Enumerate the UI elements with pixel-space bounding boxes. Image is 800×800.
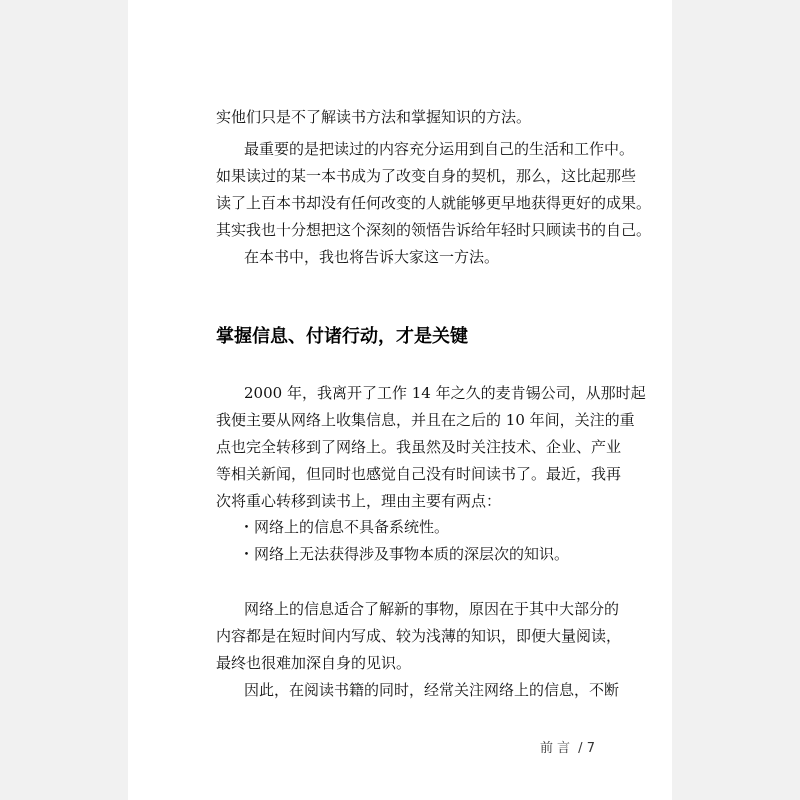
paragraph-1-line-1: 实他们只是不了解读书方法和掌握知识的方法。 <box>216 108 532 126</box>
footer-separator: / <box>578 741 583 756</box>
running-header-section: 前言 <box>540 741 575 756</box>
paragraph-6-line-1: 因此，在阅读书籍的同时，经常关注网络上的信息，不断 <box>244 681 620 699</box>
paragraph-2-line-1: 最重要的是把读过的内容充分运用到自己的生活和工作中。 <box>244 140 635 158</box>
paragraph-5-line-2: 内容都是在短时间内写成、较为浅薄的知识，即便大量阅读， <box>216 627 622 645</box>
paragraph-5-line-3: 最终也很难加深自身的见识。 <box>216 654 412 672</box>
page-footer <box>540 737 595 756</box>
paragraph-4-line-2: 我便主要从网络上收集信息，并且在之后的 10 年间，关注的重 <box>216 411 635 429</box>
paragraph-4-line-5: 次将重心转移到读书上，理由主要有两点： <box>216 492 502 510</box>
section-heading: 掌握信息、付诸行动，才是关键 <box>216 326 468 347</box>
paragraph-2-line-2: 如果读过的某一本书成为了改变自身的契机，那么，这比起那些 <box>216 167 637 185</box>
page-number: 7 <box>586 741 595 756</box>
book-page <box>128 0 672 800</box>
paragraph-5-line-1: 网络上的信息适合了解新的事物，原因在于其中大部分的 <box>244 600 620 618</box>
bullet-item: ・网络上的信息不具备系统性。 <box>239 518 450 536</box>
bullet-item: ・网络上无法获得涉及事物本质的深层次的知识。 <box>239 545 570 563</box>
paragraph-2-line-4: 其实我也十分想把这个深刻的领悟告诉给年轻时只顾读书的自己。 <box>216 221 652 239</box>
paragraph-3-line-1: 在本书中，我也将告诉大家这一方法。 <box>244 248 500 266</box>
paragraph-4-line-4: 等相关新闻，但同时也感觉自己没有时间读书了。最近，我再 <box>216 465 622 483</box>
paragraph-4-line-1: 2000 年，我离开了工作 14 年之久的麦肯锡公司，从那时起 <box>244 384 646 402</box>
paragraph-4-line-3: 点也完全转移到了网络上。我虽然及时关注技术、企业、产业 <box>216 438 622 456</box>
paragraph-2-line-3: 读了上百本书却没有任何改变的人就能够更早地获得更好的成果。 <box>216 194 652 212</box>
